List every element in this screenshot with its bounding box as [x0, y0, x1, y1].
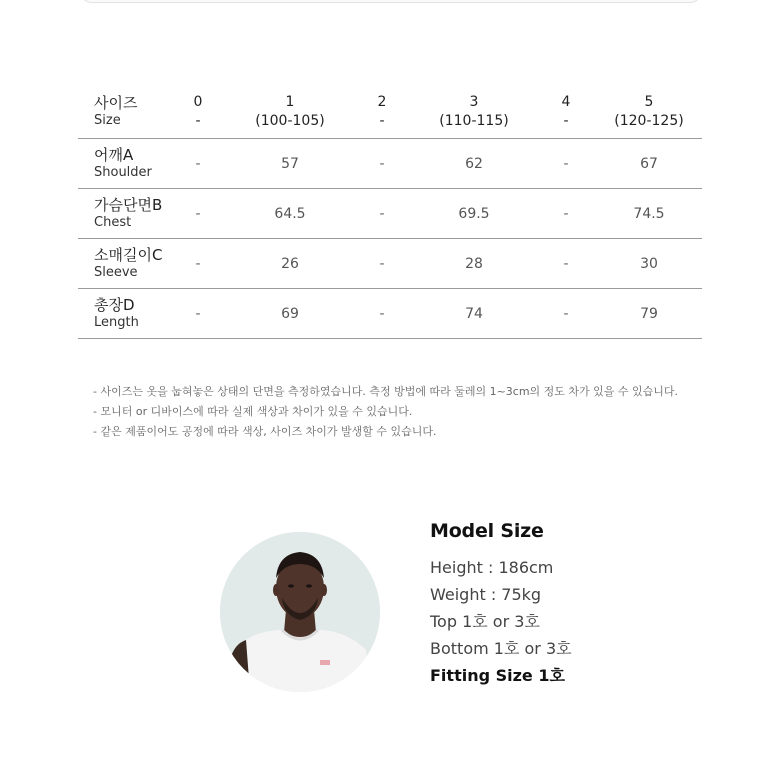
table-cell: -	[352, 139, 412, 189]
model-height: Height : 186cm	[430, 558, 554, 577]
size-col-0: 0 -	[193, 93, 203, 129]
note-line: - 같은 제품이어도 공정에 따라 색상, 사이즈 차이가 발생할 수 있습니다.	[93, 425, 437, 438]
table-cell: 69.5	[412, 189, 536, 239]
table-cell: -	[536, 139, 596, 189]
size-col-3: 3 (110-115)	[439, 93, 509, 129]
table-row-chest	[78, 189, 702, 239]
model-photo	[220, 532, 380, 692]
table-cell: -	[168, 189, 228, 239]
table-cell: 74.5	[596, 189, 702, 239]
size-header-label: 사이즈 Size	[94, 93, 138, 128]
note-line: - 모니터 or 디바이스에 따라 실제 색상과 차이가 있을 수 있습니다.	[93, 405, 413, 418]
model-fitting-size: Fitting Size 1호	[430, 666, 565, 685]
table-cell: 64.5	[228, 189, 352, 239]
table-cell: 67	[596, 139, 702, 189]
previous-section-card	[80, 0, 702, 3]
table-cell: 79	[596, 289, 702, 339]
table-cell: -	[536, 189, 596, 239]
table-cell: 30	[596, 239, 702, 289]
table-cell: -	[168, 139, 228, 189]
model-bottom-size: Bottom 1호 or 3호	[430, 639, 572, 658]
model-weight: Weight : 75kg	[430, 585, 542, 604]
model-size-title: Model Size	[430, 520, 544, 542]
table-cell: 69	[228, 289, 352, 339]
model-size-info	[430, 520, 572, 689]
row-label: 가슴단면B Chest	[78, 189, 168, 239]
table-cell: -	[352, 289, 412, 339]
size-notes	[93, 382, 733, 442]
table-cell: -	[536, 239, 596, 289]
table-cell: -	[168, 239, 228, 289]
table-cell: -	[352, 189, 412, 239]
table-row-sleeve	[78, 239, 702, 289]
table-cell: 74	[412, 289, 536, 339]
size-col-5: 5 (120-125)	[614, 93, 684, 129]
row-label: 소매길이C Sleeve	[78, 239, 168, 289]
size-header-row	[78, 84, 702, 139]
table-cell: 28	[412, 239, 536, 289]
table-row-length	[78, 289, 702, 339]
size-chart-table	[78, 84, 702, 339]
table-cell: 26	[228, 239, 352, 289]
table-cell: -	[536, 289, 596, 339]
size-col-4: 4 -	[561, 93, 571, 129]
model-portrait-illustration	[220, 532, 380, 692]
table-cell: 57	[228, 139, 352, 189]
table-cell: 62	[412, 139, 536, 189]
table-cell: -	[352, 239, 412, 289]
size-col-1: 1 (100-105)	[255, 93, 325, 129]
row-label: 총장D Length	[78, 289, 168, 339]
row-label: 어깨A Shoulder	[78, 139, 168, 189]
size-col-2: 2 -	[377, 93, 387, 129]
table-cell: -	[168, 289, 228, 339]
model-top-size: Top 1호 or 3호	[430, 612, 540, 631]
note-line: - 사이즈는 옷을 눕혀놓은 상태의 단면을 측정하였습니다. 측정 방법에 따라 둘레의 1~3cm의 정도 차가 있을 수 있습니다.	[93, 385, 679, 398]
table-row-shoulder	[78, 139, 702, 189]
